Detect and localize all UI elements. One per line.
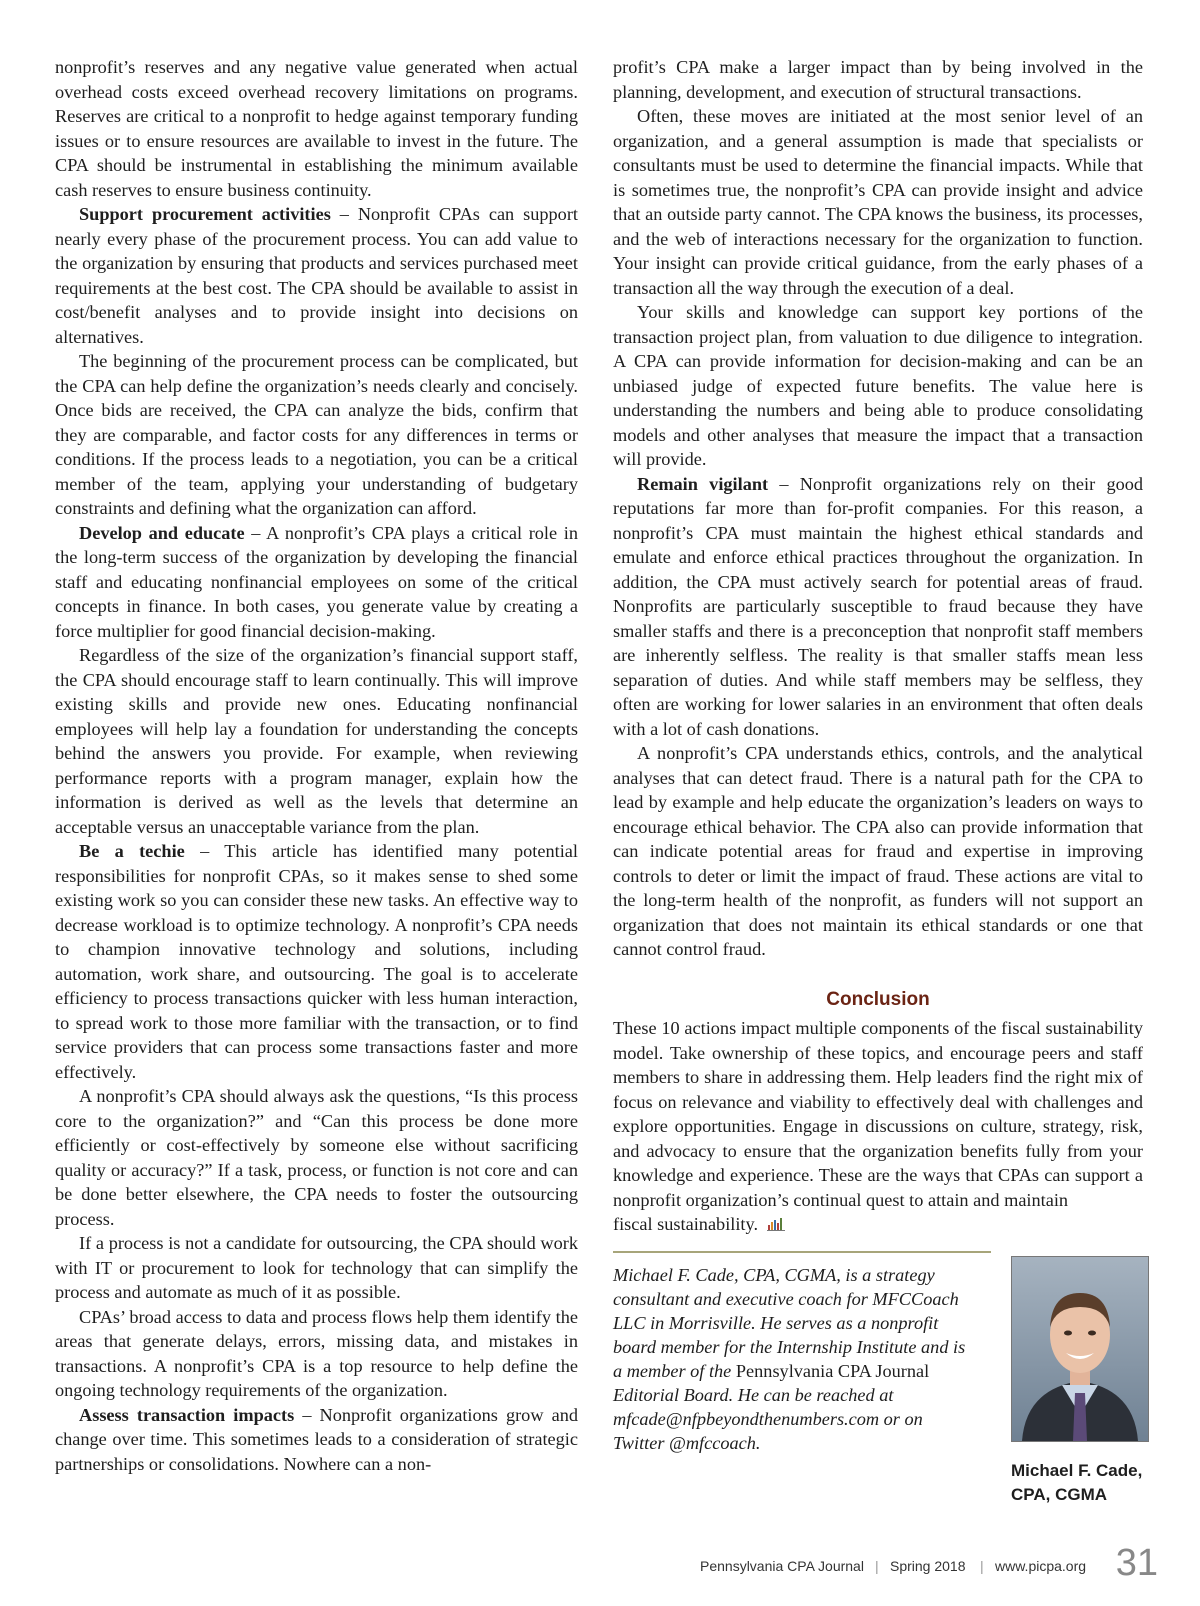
page-footer xyxy=(700,1542,1170,1588)
bio-journal-name: Pennsylvania CPA Journal xyxy=(735,1360,930,1381)
section-lead: Remain vigilant xyxy=(637,473,769,494)
paragraph-text: – Nonprofit organizations grow and change over time. This sometimes leads to a consideration of strategic partnerships or consolidations. Nowhere can a non- xyxy=(55,1404,579,1474)
paragraph: A nonprofit’s CPA should always ask the questions, “Is this process core to the organization?” and “Can this process be done more efficiently or cost-effectively by someone else without sacrificing quality or accuracy?” If a task, process, or function is not core and can be done better elsewhere, the CPA needs to foster the outsourcing process. xyxy=(55,1086,578,1229)
paragraph: Often, these moves are initiated at the most senior level of an organization, and a general assumption is made that specialists or consultants must be used to determine the financial impacts. While that is sometimes true, the nonprofit’s CPA can provide insight and advice that an outside party cannot. The CPA knows the business, its processes, and the web of interactions necessary for the organization to function. Your insight can provide critical guidance, from the early phases of a transaction all the way through the execution of a deal. xyxy=(613,106,1143,298)
paragraph-text: – Nonprofit organizations rely on their good reputations far more than for-profit companies. For this reason, a nonprofit’s CPA must maintain the highest ethical standards and emulate and enforce ethical practices throughout the organization. In addition, the CPA must actively search for potential areas of fraud. Nonprofits are particularly susceptible to fraud because they have smaller staffs and there is a preconception that nonprofit staff members are inherently selfless. The reality is that smaller staffs mean less separation of duties. And while staff members may be selfless, they often are working for lower salaries in an environment that often deals with a lot of cash donations. xyxy=(613,473,1144,739)
bio-text: Michael F. Cade, CPA, CGMA, is a strategy consultant and executive coach for MFCCoach LLC in Morrisville. He serves as a nonprofit board member for the Internship Institute and is a member of the xyxy=(613,1264,966,1381)
footer-website[interactable]: www.picpa.org xyxy=(995,1558,1087,1574)
author-photo xyxy=(1011,1256,1149,1442)
photo-caption xyxy=(1011,1459,1161,1507)
paragraph xyxy=(55,521,578,644)
bio-divider xyxy=(613,1251,991,1253)
conclusion-heading: Conclusion xyxy=(826,988,930,1010)
paragraph xyxy=(613,472,1143,742)
caption-credentials: CPA, CGMA xyxy=(1011,1485,1108,1504)
left-column xyxy=(55,55,578,1476)
paragraph: nonprofit’s reserves and any negative value generated when actual overhead costs exceed overhead recovery limitations on programs. Reserves are critical to a nonprofit to hedge against temporary funding issues or to ensure resources are available to invest in the future. The CPA should be instrumental in establishing the minimum available cash reserves to ensure business continuity. xyxy=(55,57,578,200)
conclusion-paragraph: These 10 actions impact multiple components of the fiscal sustainability model. Take ownership of these topics, and encourage peers and staff members to share in addressing them. Help leaders find the right mix of focus on relevance and viability to effectively deal with challenges and explore opportunities. Engage in discussions on culture, strategy, risk, and advocacy to ensure that the organization benefits fully from your knowledge and experience. These are the ways that CPAs can support a nonprofit organization’s continual quest to attain and maintain xyxy=(613,1018,1143,1210)
paragraph-text: – Nonprofit CPAs can support nearly every phase of the procurement process. You can add value to the organization by ensuring that products and services purchased meet requirements at the best cost. The CPA should be available to assist in cost/benefit analyses and to provide insight into decisions on alternatives. xyxy=(55,204,578,347)
footer-journal: Pennsylvania CPA Journal xyxy=(700,1558,864,1574)
author-bio xyxy=(613,1263,973,1455)
footer-issue: Spring 2018 xyxy=(890,1558,966,1574)
paragraph: Regardless of the size of the organization’s financial support staff, the CPA should encourage staff to learn continually. This will improve existing skills and provide new ones. Educating nonfinancial employees will help lay a foundation for understanding the concepts behind the answers you provide. For example, when reviewing performance reports with a program manager, explain how the information is derived as well as the levels that determine an acceptable versus an unacceptable variance from the plan. xyxy=(55,645,578,837)
paragraph xyxy=(55,1403,578,1477)
paragraph-text: – A nonprofit’s CPA plays a critical role in the long-term success of the organization by developing the financial staff and educating nonfinancial employees on some of the critical concepts in finance. In both cases, you generate value by creating a force multiplier for good financial decision-making. xyxy=(55,522,578,641)
paragraph xyxy=(55,839,578,1084)
section-lead: Be a techie xyxy=(79,841,185,861)
paragraph: The beginning of the procurement process can be complicated, but the CPA can help define the organization’s needs clearly and concisely. Once bids are received, the CPA can analyze the bids, confirm that they are comparable, and factor costs for any differences in terms or conditions. If the process leads to a negotiation, you can be a critical member of the team, applying your understanding of budgetary constraints and defining what the organization can afford. xyxy=(55,351,578,518)
end-mark-icon xyxy=(767,1213,785,1227)
paragraph: Your skills and knowledge can support key portions of the transaction project plan, from valuation to due diligence to integration. A CPA can provide information for decision-making and can be an unbiased judge of expected future benefits. The value here is understanding the numbers and being able to produce consolidating models and other analyses that measure the impact that a transaction will provide. xyxy=(613,302,1143,469)
paragraph: A nonprofit’s CPA understands ethics, controls, and the analytical analyses that can detect fraud. There is a natural path for the CPA to lead by example and help educate the organization’s leaders on ways to encourage ethical behavior. The CPA also can provide information that can indicate potential areas for fraud and expertise in improving controls to deter or limit the impact of fraud. These actions are vital to the long-term health of the nonprofit, as funders will not support an organization that does not maintain its ethical standards or one that cannot control fraud. xyxy=(613,743,1143,959)
section-lead: Assess transaction impacts xyxy=(79,1404,295,1425)
paragraph: profit’s CPA make a larger impact than by being involved in the planning, development, and execution of structural transactions. xyxy=(613,57,1143,102)
footer-separator: | xyxy=(875,1558,879,1574)
footer-separator: | xyxy=(980,1558,984,1574)
caption-name: Michael F. Cade, xyxy=(1011,1461,1143,1480)
right-column xyxy=(613,55,1143,1455)
conclusion-closing xyxy=(613,1212,998,1237)
paragraph-text: – This article has identified many potential responsibilities for nonprofit CPAs, so it makes sense to shed some existing work so you can consider these new tasks. An effective way to decrease workload is to optimize technology. A nonprofit’s CPA needs to champion innovative technology and solutions, including automation, work share, and outsourcing. The goal is to accelerate efficiency to process transactions quicker with less human interaction, to spread work to those more familiar with the transaction, or to find service providers that can process some transactions faster and more effectively. xyxy=(55,841,578,1082)
paragraph: CPAs’ broad access to data and process flows help them identify the areas that generate delays, errors, missing data, and mistakes in transactions. A nonprofit’s CPA is a top resource to help define the ongoing technology requirements of the organization. xyxy=(55,1306,578,1400)
page-number: 31 xyxy=(1115,1542,1158,1584)
paragraph: If a process is not a candidate for outsourcing, the CPA should work with IT or procurement to look for technology that can simplify the process and automate as much of it as possible. xyxy=(55,1233,578,1302)
paragraph xyxy=(55,202,578,349)
conclusion-tail: fiscal sustainability. xyxy=(613,1214,759,1234)
bio-text: Editorial Board. He can be reached at mfcade@nfpbeyondthenumbers.com or on Twitter @mfccoach. xyxy=(613,1384,923,1453)
section-lead: Support procurement activities xyxy=(79,204,331,224)
section-lead: Develop and educate xyxy=(79,522,245,543)
